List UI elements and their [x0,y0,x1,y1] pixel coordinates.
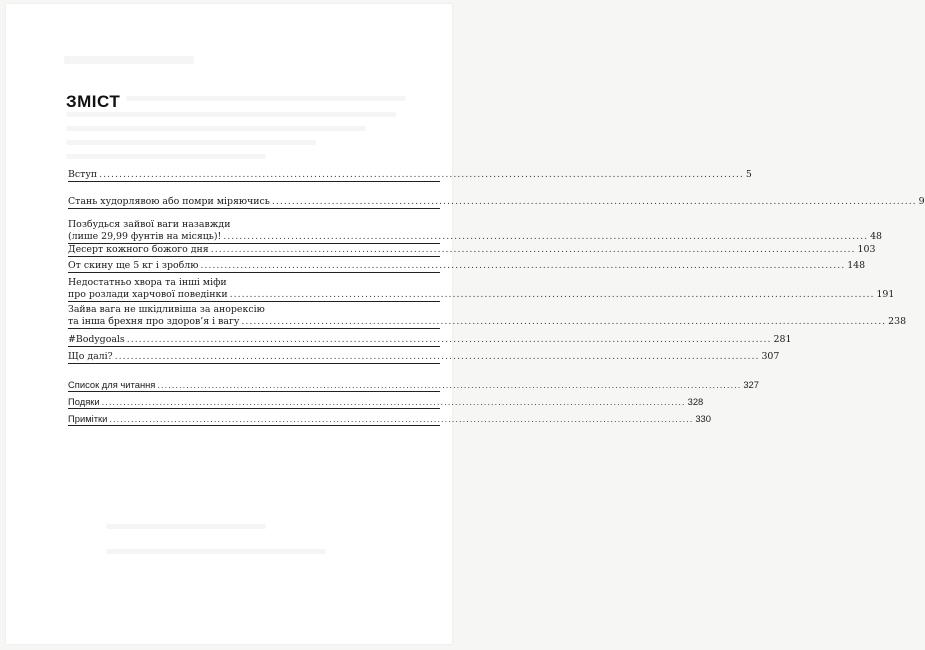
leader-dots: .................................................................................................................................................................. [101,396,686,407]
bleed-through-text [66,112,396,117]
bleed-through-text [106,524,266,529]
toc-entry-page: 103 [857,244,876,255]
toc-entry-page: 9 [918,196,925,207]
leader-dots: .................................................................................................................................................................. [99,169,744,180]
toc-entry-page: 327 [743,379,759,390]
toc-entry-title: Вступ [68,169,98,180]
toc-entry-page: 191 [876,289,895,300]
toc-entry-page: 5 [745,169,752,180]
toc-back-matter-entry[interactable] [68,413,711,426]
toc-entry-title: Примітки [68,413,108,424]
bleed-through-text [66,140,316,145]
toc-entry-title: Що далі? [68,351,113,362]
toc-entry-page: 48 [870,231,883,242]
toc-entry[interactable] [68,277,895,302]
leader-dots: .................................................................................................................................................................. [223,231,869,242]
toc-back-matter-entry[interactable] [68,379,759,392]
bleed-through-text [66,154,266,159]
bleed-through-text [126,96,406,101]
toc-entry-title: #Bodygoals [68,334,125,345]
toc-entry-title-line1: Позбудься зайвої ваги назавжди [68,219,231,230]
leader-dots: .................................................................................................................................................................. [210,244,856,255]
toc-entry[interactable] [68,260,866,273]
leader-dots: .................................................................................................................................................................. [200,260,846,271]
toc-entry-page: 328 [687,396,704,407]
leader-dots: .................................................................................................................................................................. [271,196,917,207]
toc-entry-title: От скину ще 5 кг і зроблю [68,260,199,271]
book-page [6,4,925,644]
toc-entry-title: Десерт кожного божого дня [68,244,209,255]
toc-entry[interactable] [68,196,925,209]
toc-back-matter-entry[interactable] [68,396,704,409]
toc-entry-page: 330 [695,413,711,424]
toc-heading: ЗМІСТ [66,92,121,111]
toc-entry[interactable] [68,334,792,347]
leader-dots: .................................................................................................................................................................. [109,413,694,424]
toc-entry[interactable] [68,304,907,329]
leader-dots: .................................................................................................................................................................. [157,379,742,390]
toc-entry-title-line1: Зайва вага не шкідливіша за анорексію [68,304,265,315]
leader-dots: .................................................................................................................................................................. [241,316,887,327]
leader-dots: .................................................................................................................................................................. [126,334,772,345]
leader-dots: .................................................................................................................................................................. [114,351,760,362]
toc-entry-page: 238 [888,316,907,327]
toc-entry-page: 281 [773,334,792,345]
toc-entry[interactable] [68,244,876,257]
bleed-through-text [64,56,194,64]
toc-entry-title: Список для читання [68,379,156,390]
toc-entry-title-line2: про розлади харчової поведінки [68,289,228,300]
toc-entry-page: 148 [847,260,866,271]
toc-entry-title: Стань худорлявою або помри міряючись [68,196,270,207]
toc-entry-title: Подяки [68,396,100,407]
bleed-through-text [106,549,326,554]
toc-entry[interactable] [68,351,780,364]
toc-entry[interactable] [68,169,752,182]
toc-entry-page: 307 [761,351,780,362]
toc-entry[interactable] [68,219,883,244]
bleed-through-text [66,126,366,131]
toc-entry-title-line2: (лише 29,99 фунтів на місяць)! [68,231,222,242]
leader-dots: .................................................................................................................................................................. [229,289,875,300]
toc-entry-title-line1: Недостатньо хвора та інші міфи [68,277,227,288]
toc-entry-title-line2: та інша брехня про здоров’я і вагу [68,316,240,327]
